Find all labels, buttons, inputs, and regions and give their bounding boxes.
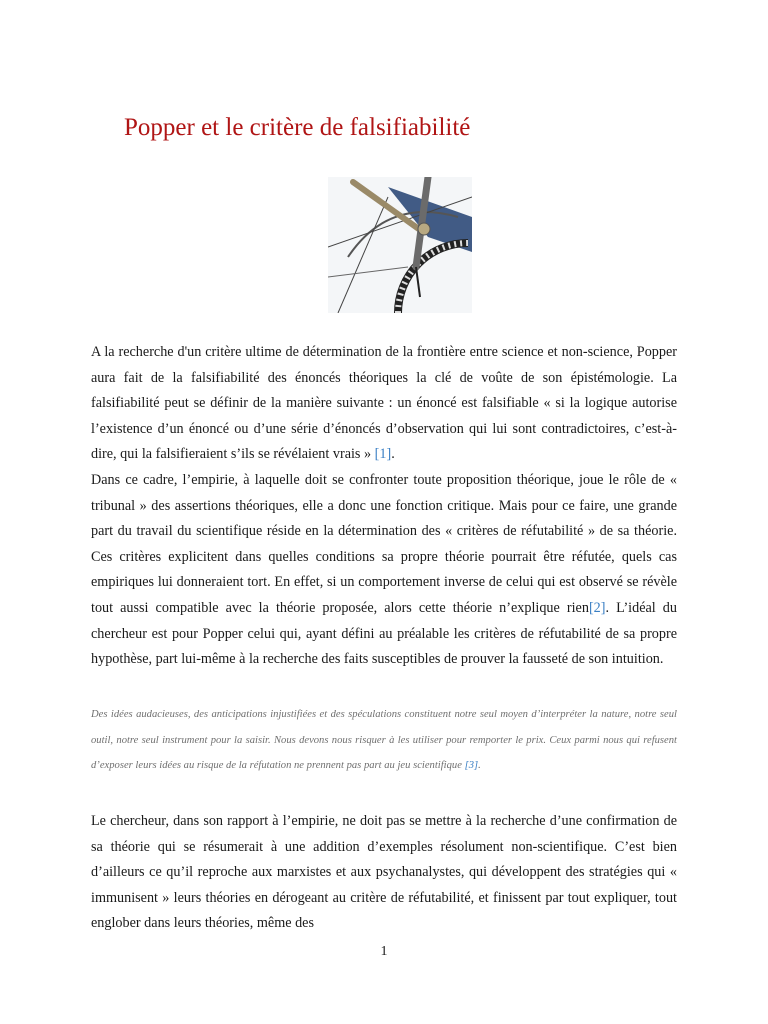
paragraph-2-text-b: . L’idéal du chercheur est pour Popper celui qui, ayant défini au préalable les critères de réfutabilité de sa propre hypothèse, part lui-même à la recherche des faits susceptibles de prouver la fausseté de son intuition. <box>91 599 677 668</box>
paragraph-1-text: A la recherche d'un critère ultime de détermination de la frontière entre science et non-science, Popper aura fait de la falsifiabilité des énoncés théoriques la clé de voûte de son épistémologie. La falsifiabilité peut se définir de la manière suivante : un énoncé est falsifiable « si la logique autorise l’existence d’un énoncé ou d’une série d’énoncés d’observation qui lui sont contradictoires, c’est-à-dire, qui la falsifieraient s’ils se révélaient vrais » <box>91 344 677 463</box>
paragraph-2 <box>91 468 677 673</box>
page-title: Popper et le critère de falsifiabilité <box>124 114 471 141</box>
quote-end: . <box>478 760 481 771</box>
paragraph-1 <box>91 340 677 468</box>
block-quote <box>91 702 677 779</box>
page-number: 1 <box>380 944 388 959</box>
paragraph-3: Le chercheur, dans son rapport à l’empirie, ne doit pas se mettre à la recherche d’une confirmation de sa théorie qui se résumerait à une addition d’exemples résolument non-scientifique. C’est bien d’ailleurs ce qu’il reproche aux marxistes et aux psychanalystes, qui développent des stratégies qui « immunisent » leurs théories en dérogeant au critère de réfutabilité, et finissent par tout expliquer, tout englober dans leurs théories, même des <box>91 813 677 932</box>
footnote-ref-1[interactable]: [1] <box>374 446 392 463</box>
body-text-bottom <box>91 809 677 937</box>
footnote-ref-3[interactable]: [3] <box>464 760 479 771</box>
quote-text: Des idées audacieuses, des anticipations injustifiées et des spéculations constituent notre seul moyen d’interpréter la nature, notre seul outil, notre seul instrument pour la saisir. Nous devons nous risquer à les utiliser pour remporter le prix. Ceux parmi nous qui refusent d’exposer leurs idées au risque de la réfutation ne prennent pas part au jeu scientifique <box>91 709 677 771</box>
body-text-top <box>91 340 677 673</box>
paragraph-1-end: . <box>391 446 395 463</box>
footnote-ref-2[interactable]: [2] <box>588 599 606 616</box>
compass-drawing-icon <box>328 177 472 313</box>
paragraph-2-text-a: Dans ce cadre, l’empirie, à laquelle doit se confronter toute proposition théorique, joue le rôle de « tribunal » des assertions théoriques, elle a donc une fonction critique. Mais pour ce faire, une grande part du travail du scientifique réside en la détermination des « critères de réfutabilité » de sa théorie. Ces critères explicitent dans quelles conditions sa propre théorie pourrait être réfutée, quels cas empiriques lui donneraient tort. En effet, si un comportement inverse de celui qui est observé se révèle tout aussi compatible avec la théorie proposée, alors cette théorie n’explique rien <box>91 471 677 616</box>
